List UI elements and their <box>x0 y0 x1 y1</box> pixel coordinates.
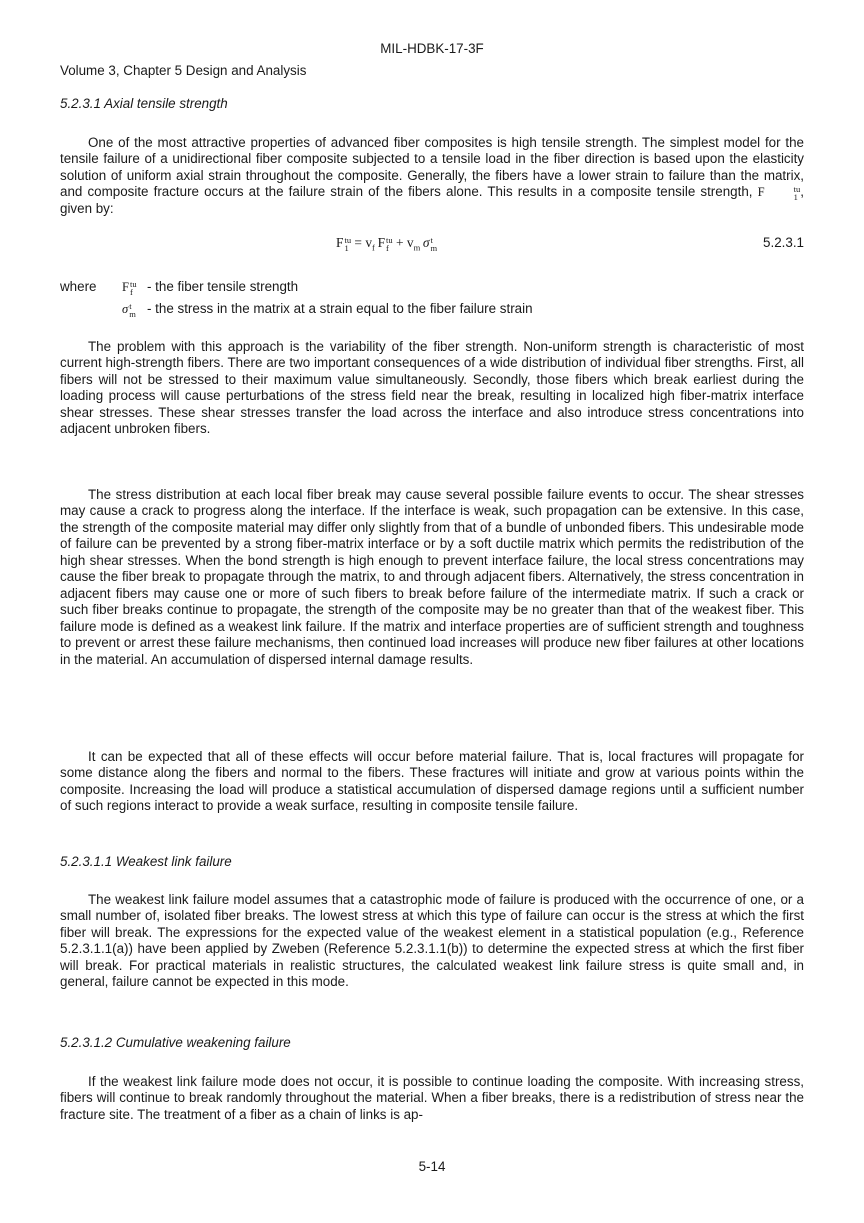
page-number: 5-14 <box>418 1159 446 1174</box>
paragraph-fiber-variability: The problem with this approach is the variability of the fiber strength. Non-uniform strength is characteristic of most current high-strength fibers. There are two important consequences of a wide distribution of individual fiber strengths. First, all fibers will not be stressed to their maximum value simultaneously. Secondly, those fibers which break earliest during the loading process will cause perturbations of the stress field near the break, resulting in localized high fiber-matrix interface shear stresses. These shear stresses transfer the load across the interface and also introduce stress concentrations into adjacent unbroken fibers. <box>60 339 804 437</box>
section-heading-cumulative-weakening: 5.2.3.1.2 Cumulative weakening failure <box>60 1035 291 1050</box>
equation-5-2-3-1 <box>0 234 864 254</box>
symbol-fiber-strength: F tu f <box>122 279 137 298</box>
volume-chapter-header: Volume 3, Chapter 5 Design and Analysis <box>60 63 307 78</box>
equation-body: F tu 1 = $v_f$ F tu f + $v_m$ σ t m <box>336 234 438 253</box>
paragraph-intro <box>60 135 804 218</box>
paragraph-failure-events: The stress distribution at each local fiber break may cause several possible failure events to occur. The shear stresses may cause a crack to progress along the interface. If the interface is weak, such propagation can be extensive. In this case, the strength of the composite material may differ only slightly from that of a bundle of unbonded fibers. This undesirable mode of failure can be prevented by a strong fiber-matrix interface or by a soft ductile matrix which permits the redistribution of the high shear stresses. When the bond strength is high enough to prevent interface failure, the local stress concentrations may cause the fiber break to propagate through the matrix, to and through adjacent fibers. Alternatively, the stress concentration in adjacent fibers may cause one or more of such fibers to break before failure of the intermediate matrix. If such a crack or such fiber breaks continue to propagate, the strength of the composite may be no greater than that of the weakest fiber. This failure mode is defined as a weakest link failure. If the matrix and interface properties are of sufficient strength and toughness to prevent or arrest these failure mechanisms, then continued load increases will produce new fiber failures at other locations in the material. An accumulation of dispersed internal damage results. <box>60 487 804 667</box>
paragraph-intro-end: , given by: <box>60 184 804 217</box>
symbol-composite-strength: F tu 1 <box>757 184 801 203</box>
equation-number: 5.2.3.1 <box>763 235 804 250</box>
symbol-matrix-stress: σ t m <box>122 301 136 320</box>
section-heading-weakest-link-failure: 5.2.3.1.1 Weakest link failure <box>60 854 232 869</box>
paragraph-effects-before-failure: It can be expected that all of these effects will occur before material failure. That is, local fractures will propagate for some distance along the fibers and normal to the fibers. These fractures will initiate and grow at various points within the composite. Increasing the load will produce a statistical accumulation of dispersed damage regions until a sufficient number of such regions interact to provide a weak surface, resulting in composite tensile failure. <box>60 749 804 814</box>
paragraph-intro-text: One of the most attractive properties of advanced fiber composites is high tensile strength. The simplest model for the tensile failure of a unidirectional fiber composite subjected to a tensile load in the fiber direction is based upon the elasticity solution of uniform axial strain throughout the composite. Generally, the fibers have a lower strain to failure than the matrix, and composite fracture occurs at the failure strain of the fibers alone. This results in a composite tensile strength, <box>60 135 804 200</box>
section-heading-axial-tensile-strength: 5.2.3.1 Axial tensile strength <box>60 96 228 111</box>
document-id: MIL-HDBK-17-3F <box>380 41 484 56</box>
where-definition-fiber-strength: where F tu f - the fiber tensile strength <box>60 279 299 298</box>
paragraph-weakest-link: The weakest link failure model assumes that a catastrophic mode of failure is produced with the occurrence of one, or a small number of, isolated fiber breaks. The lowest stress at which this type of failure can occur is the stress at which the first fiber will break. The expressions for the expected value of the weakest element in a statistical population (e.g., Reference 5.2.3.1.1(a)) have been applied by Zweben (Reference 5.2.3.1.1(b)) to determine the expected stress at which the first fiber will break. For practical materials in realistic structures, the calculated weakest link failure stress is quite small and, in general, failure cannot be expected in this mode. <box>60 892 804 990</box>
where-definition-matrix-stress: σ t m - the stress in the matrix at a strain equal to the fiber failure strain <box>122 301 533 320</box>
paragraph-cumulative-weakening: If the weakest link failure mode does not occur, it is possible to continue loading the composite. With increasing stress, fibers will continue to break randomly throughout the material. When a fiber breaks, there is a redistribution of stress near the fracture site. The treatment of a fiber as a chain of links is ap- <box>60 1074 804 1122</box>
